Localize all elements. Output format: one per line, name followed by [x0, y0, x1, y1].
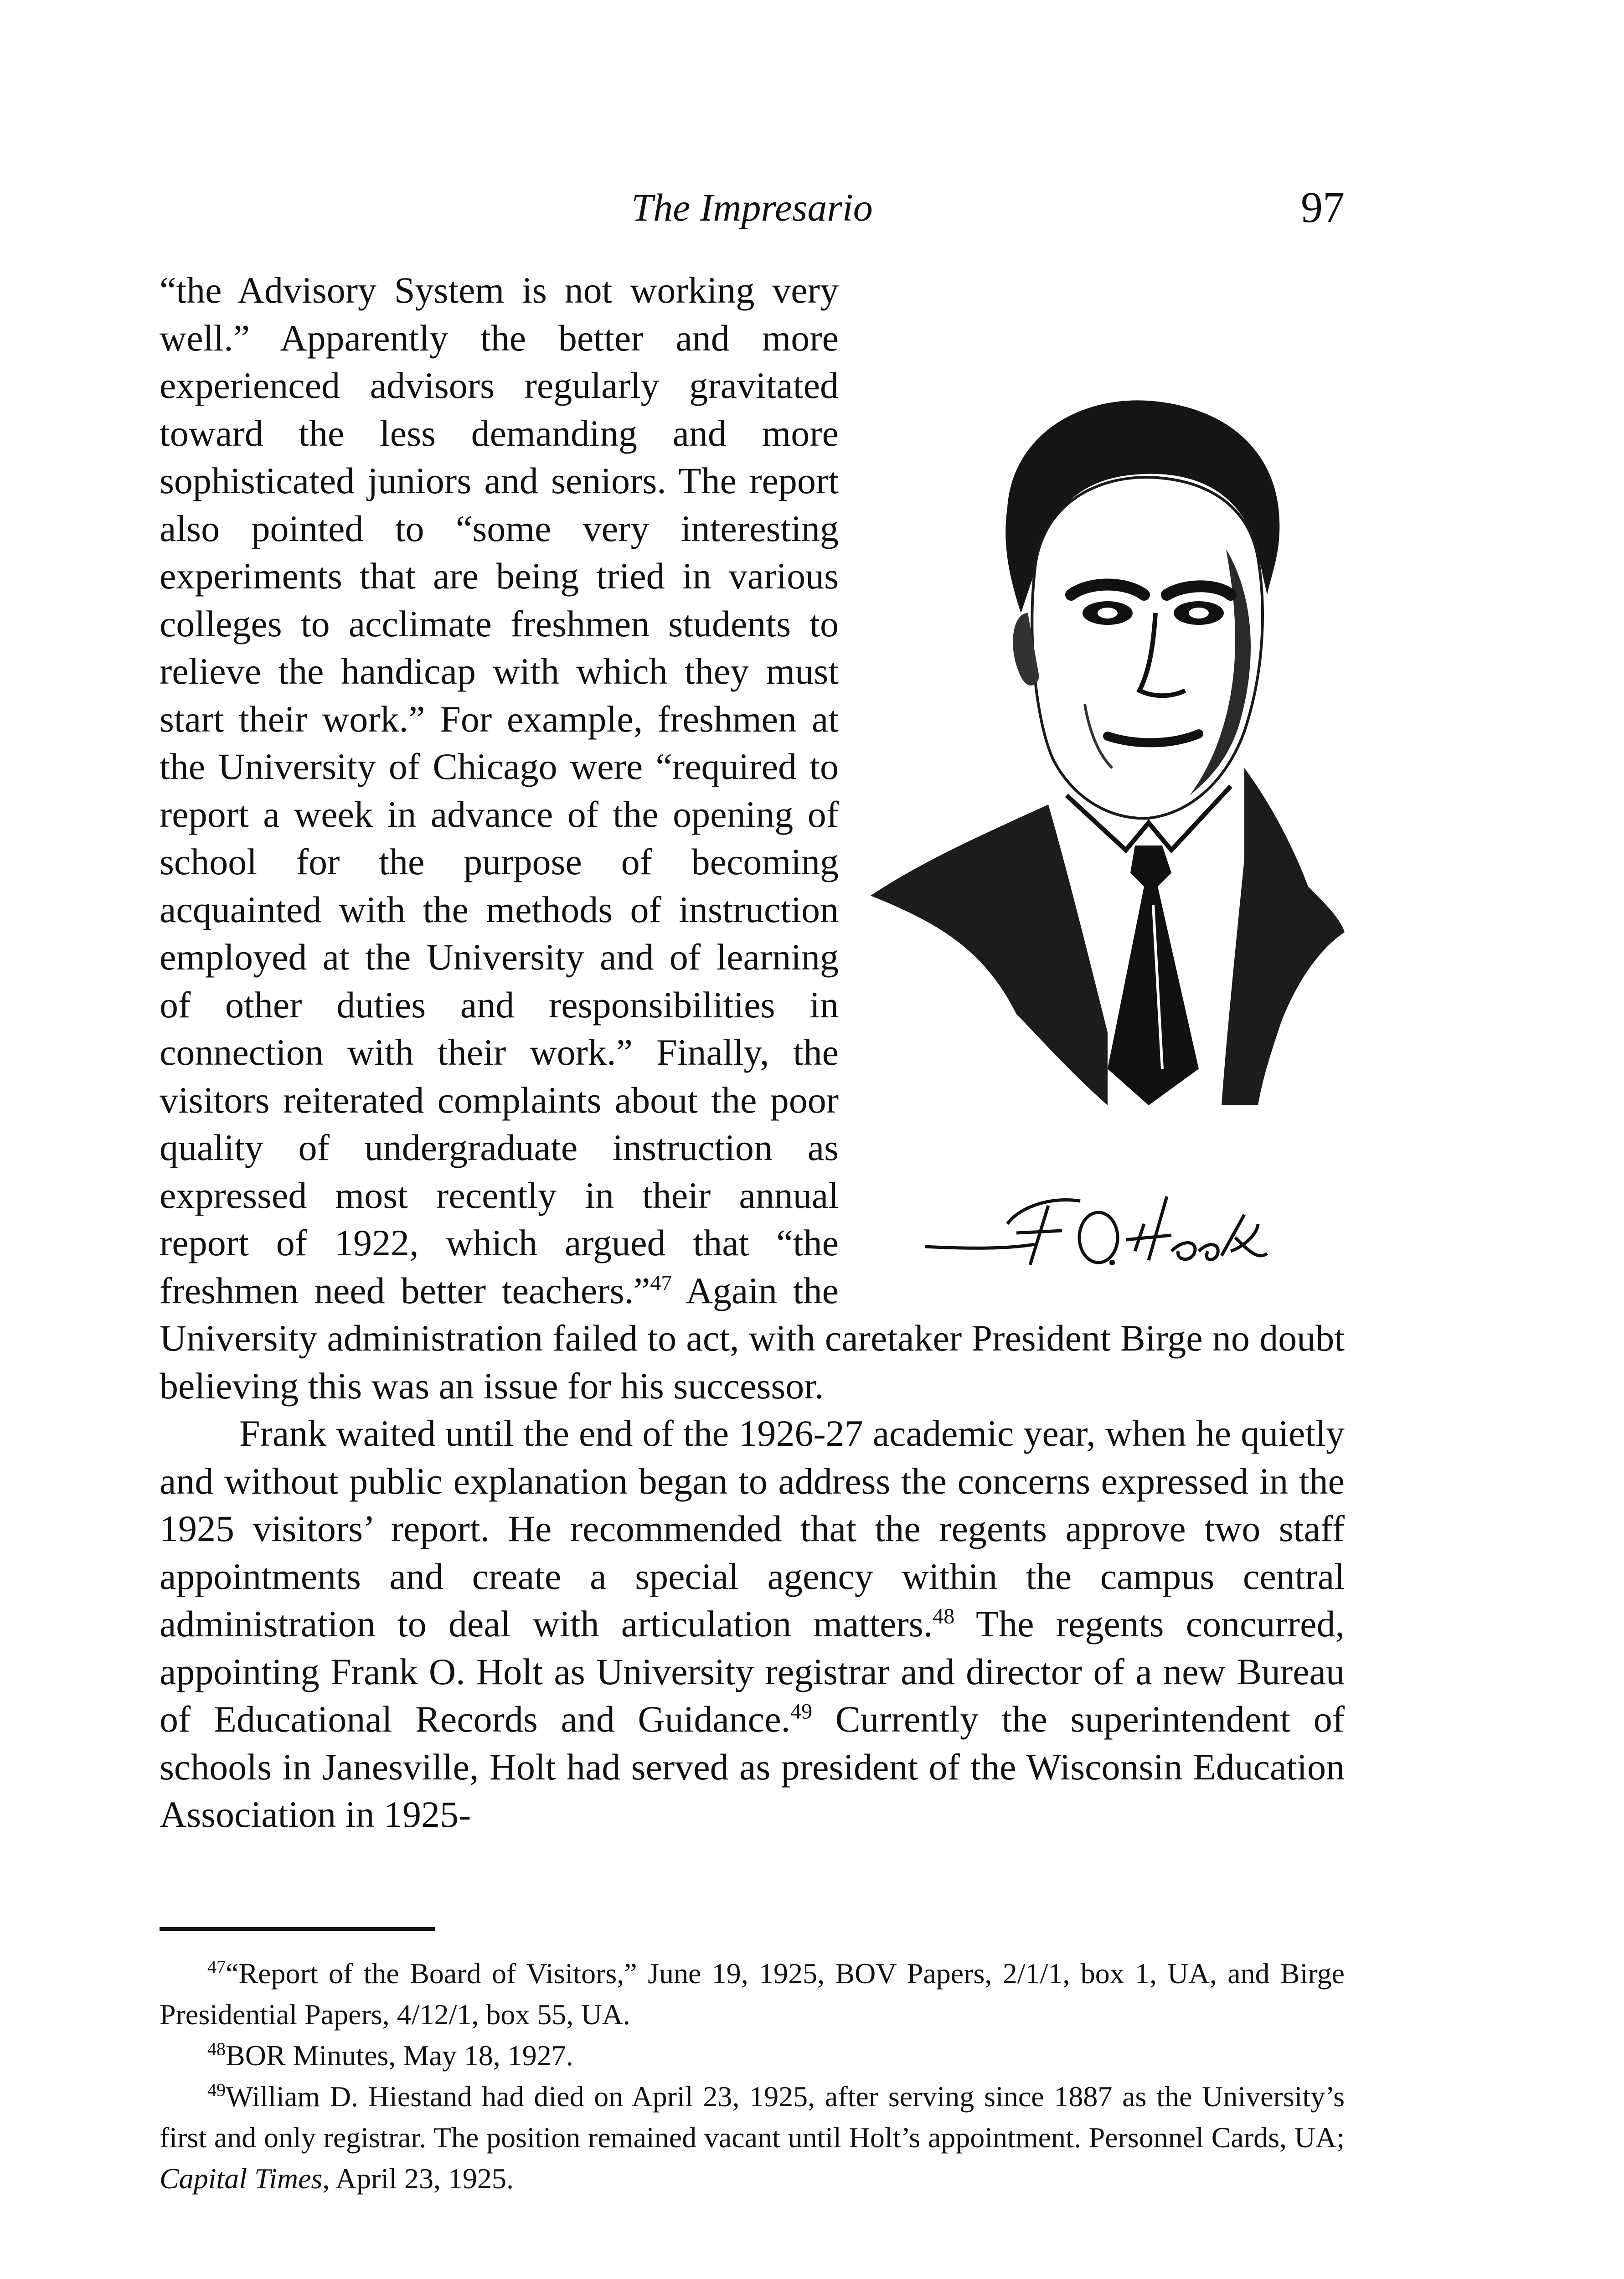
footnote-text: “Report of the Board of Visitors,” June 19, 1925, BOV Papers, 2/1/1, box 1, UA, and Birge Presidential Papers, 4/12/1, box 55, UA. [160, 1957, 1345, 2031]
footnote-rule [160, 1927, 435, 1931]
footnote-48 [160, 2035, 1345, 2076]
footnote-47 [160, 1953, 1345, 2035]
signature-strokes [925, 1196, 1267, 1265]
footnotes [160, 1953, 1345, 2199]
footnote-number: 47 [207, 1956, 226, 1977]
footnote-text-a: William D. Hiestand had died on April 23, 1925, after serving since 1887 as the University’s first and only registrar. The position remained vacant until Holt’s appointment. Personnel Cards, UA; [160, 2080, 1345, 2154]
running-head [160, 182, 1345, 237]
body-text [160, 267, 1345, 1839]
footnote-number: 49 [207, 2079, 226, 2100]
page-number: 97 [1301, 183, 1345, 232]
footnote-text: BOR Minutes, May 18, 1927. [226, 2039, 573, 2072]
paragraph-2-text-b: The regents concurred, appointing Frank O. Holt as University registrar and director of a new Bureau of Educational Records and Guidance. [160, 1603, 1345, 1740]
paragraph-2 [160, 1410, 1345, 1839]
portrait-face [1032, 477, 1263, 818]
paragraph-2-text-c: Currently the superintendent of schools in Janesville, Holt had served as president of the Wisconsin Education Association in 1925- [160, 1698, 1345, 1835]
paragraph-1-text-b: Again the University administration failed to act, with caretaker President Birge no doubt believing this was an issue for his successor. [160, 1269, 1345, 1407]
portrait-illustration [871, 358, 1345, 1288]
paragraph-1-text-a: “the Advisory System is not working very well.” Apparently the better and more experienced advisors regularly gravitated toward the less demanding and more sophisticated juniors and seniors. The report also pointed to “some very interesting experiments that are being tried in various colleges to acclimate freshmen students to relieve the handicap with which they must start their work.” For example, freshmen at the University of Chicago were “required to report a week in advance of the opening of school for the purpose of becoming acquainted with the methods of instruction employed at the University and of learning of other duties and responsibilities in connection with their work.” Finally, the visitors reiterated complaints about the poor quality of undergraduate instruction as expressed most recently in their annual report of 1922, which argued that “the freshmen need better teachers.” [160, 269, 839, 1311]
footnote-ref-48[interactable]: 48 [933, 1604, 955, 1629]
footnote-49 [160, 2076, 1345, 2199]
running-title: The Impresario [631, 186, 873, 229]
portrait-tie [1108, 846, 1199, 1105]
portrait-jacket [871, 804, 1108, 1105]
portrait-drawing [871, 358, 1345, 1288]
footnote-italic-source: Capital Times [160, 2162, 323, 2195]
footnote-ref-49[interactable]: 49 [790, 1699, 813, 1724]
footnote-number: 48 [207, 2038, 226, 2059]
paragraph-2-text-a: Frank waited until the end of the 1926-27 academic year, when he quietly and without public explanation began to address the concerns expressed in the 1925 visitors’ report. He recommended that the regents approve two staff appointments and create a special agency within the campus central administration to deal with articulation matters. [160, 1413, 1345, 1645]
footnote-text-b: , April 23, 1925. [322, 2162, 514, 2195]
footnote-ref-47[interactable]: 47 [650, 1271, 672, 1295]
